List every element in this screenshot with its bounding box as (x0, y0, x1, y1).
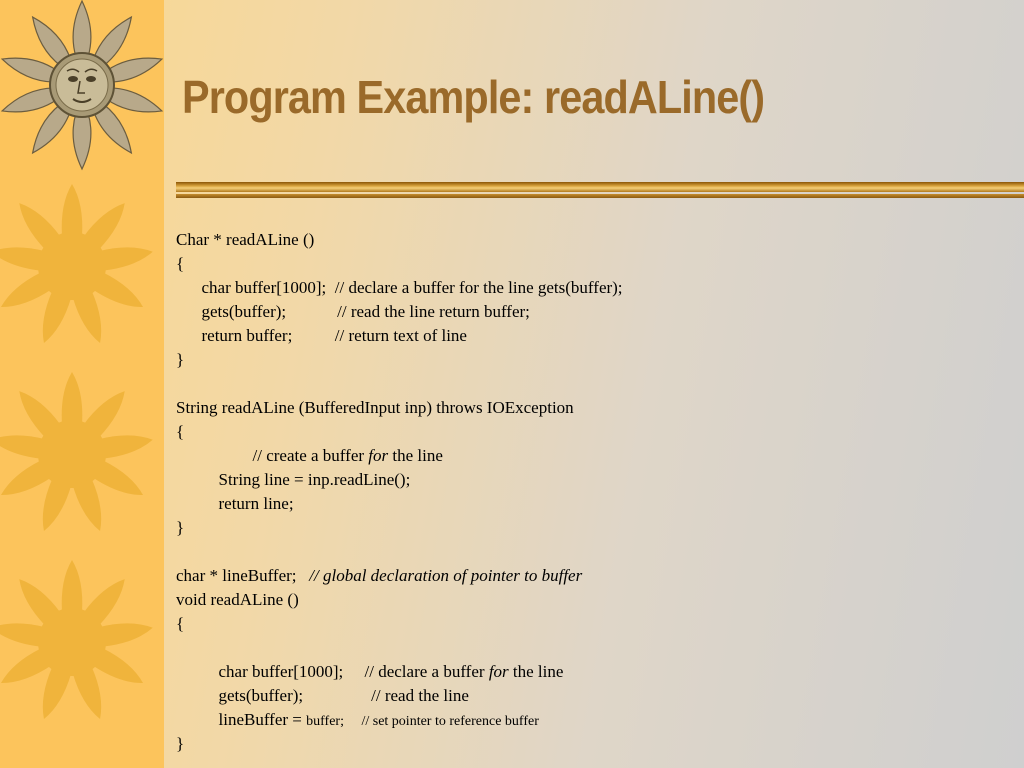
code-text: lineBuffer = (176, 710, 307, 729)
code-text: { (176, 422, 185, 441)
code-line (176, 708, 623, 732)
code-line (176, 228, 623, 252)
code-line (176, 300, 623, 324)
code-comment-italic: // global declaration of pointer to buffer (309, 566, 583, 585)
code-line (176, 588, 623, 612)
code-text: buffer; // set pointer to reference buffer (306, 714, 539, 729)
code-line (176, 492, 623, 516)
code-text: } (176, 350, 185, 369)
code-text: { (176, 254, 185, 273)
code-text: the line (508, 662, 564, 681)
code-line (176, 564, 623, 588)
code-line (176, 636, 623, 660)
code-line (176, 612, 623, 636)
code-text: } (176, 518, 185, 537)
code-line (176, 516, 623, 540)
code-line (176, 348, 623, 372)
code-listing (176, 228, 623, 756)
code-line (176, 396, 623, 420)
code-line (176, 660, 623, 684)
code-text: void readALine () (176, 590, 299, 609)
code-text: char * lineBuffer; (176, 566, 310, 585)
code-line (176, 276, 623, 300)
code-text: the line (388, 446, 443, 465)
code-text: // create a buffer (176, 446, 369, 465)
title-divider (176, 182, 1024, 192)
code-comment-italic: for (488, 662, 509, 681)
code-text: gets(buffer); // read the line return buffer; (176, 302, 530, 321)
code-text: char buffer[1000]; // declare a buffer (176, 662, 489, 681)
code-line (176, 372, 623, 396)
code-line (176, 540, 623, 564)
code-line (176, 324, 623, 348)
code-text: String readALine (BufferedInput inp) throws IOException (176, 398, 574, 417)
code-line (176, 732, 623, 756)
sun-face-icon (0, 0, 164, 175)
code-text: Char * readALine () (176, 230, 315, 249)
sun-icon (0, 180, 158, 352)
sidebar-panel (0, 0, 164, 768)
sun-icon (0, 556, 158, 728)
code-comment-italic: for (368, 446, 389, 465)
code-text: } (176, 734, 185, 753)
code-text: String line = inp.readLine(); (176, 470, 411, 489)
code-text: char buffer[1000]; // declare a buffer for the line gets(buffer); (176, 278, 623, 297)
code-text: return buffer; // return text of line (176, 326, 467, 345)
code-line (176, 420, 623, 444)
code-line (176, 684, 623, 708)
code-text: gets(buffer); // read the line (176, 686, 469, 705)
code-line (176, 252, 623, 276)
code-text: return line; (176, 494, 294, 513)
title-divider-shadow (176, 194, 1024, 198)
code-text: { (176, 614, 185, 633)
code-line (176, 468, 623, 492)
sun-icon (0, 368, 158, 540)
slide-title: Program Example: readALine() (182, 71, 765, 123)
code-line (176, 444, 623, 468)
